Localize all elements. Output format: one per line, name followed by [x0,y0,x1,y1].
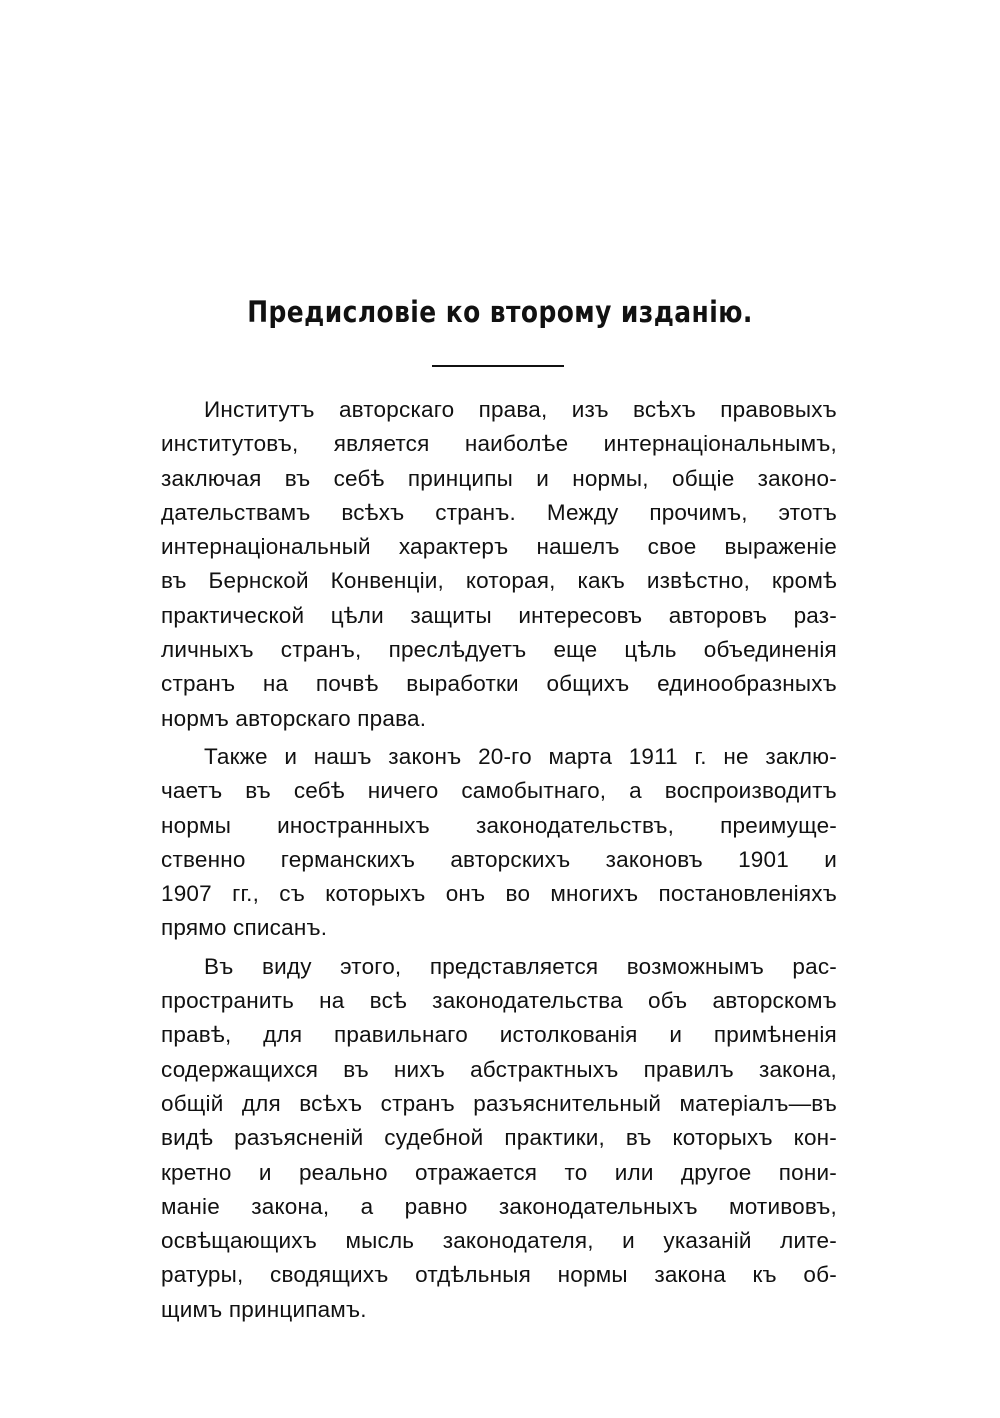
paragraph [161,740,837,946]
text-line: маніе закона, а равно законодательныхъ мотивовъ, [161,1193,837,1219]
text-line: прямо списанъ. [161,915,328,941]
text-line: нормъ авторскаго права. [161,705,427,731]
paragraph [161,393,837,736]
page-title: Предисловіе ко второму изданію. [247,295,753,329]
text-line: въ Бернской Конвенціи, которая, какъ извѣстно, кромѣ [161,568,837,594]
text-line: 1907 гг., съ которыхъ онъ во многихъ постановленіяхъ [161,881,837,907]
text-line: общій для всѣхъ странъ разъяснительный матеріалъ—въ [161,1090,837,1116]
text-line: правѣ, для правильнаго истолкованія и примѣненія [161,1022,837,1048]
text-line: ственно германскихъ авторскихъ законовъ 1901 и [161,846,837,872]
text-line: заключая въ себѣ принципы и нормы, общіе законо- [161,465,837,491]
text-line: дательствамъ всѣхъ странъ. Между прочимъ, этотъ [161,499,837,525]
text-line: видѣ разъясненій судебной практики, въ которыхъ кон- [161,1125,837,1151]
text-line: личныхъ странъ, преслѣдуетъ еще цѣль объединенія [161,637,837,663]
text-line: институтовъ, является наиболѣе интернаціональнымъ, [161,431,837,457]
text-line: освѣщающихъ мысль законодателя, и указаній лите- [161,1228,837,1254]
text-line: щимъ принципамъ. [161,1296,367,1322]
text-line: пространить на всѣ законодательства объ авторскомъ [161,988,837,1014]
text-line: ратуры, сводящихъ отдѣльныя нормы закона къ об- [161,1262,837,1288]
text-line: чаетъ въ себѣ ничего самобытнаго, а воспроизводитъ [161,778,837,804]
text-line: Въ виду этого, представляется возможнымъ рас- [204,953,837,979]
text-line: содержащихся въ нихъ абстрактныхъ правилъ закона, [161,1056,837,1082]
text-line: нормы иностранныхъ законодательствъ, преимуще- [161,812,837,838]
text-line: интернаціональный характеръ нашелъ свое выраженіе [161,534,837,560]
text-line: Институтъ авторскаго права, изъ всѣхъ правовыхъ [204,397,837,422]
preface-body [161,393,837,1327]
text-line: кретно и реально отражается то или другое пони- [161,1159,837,1185]
paragraph [161,950,837,1327]
text-line: Также и нашъ законъ 20-го марта 1911 г. не заклю- [204,743,837,769]
text-line: практической цѣли защиты интересовъ авторовъ раз- [161,602,837,628]
text-line: странъ на почвѣ выработки общихъ единообразныхъ [161,671,837,697]
title-divider [432,365,564,367]
